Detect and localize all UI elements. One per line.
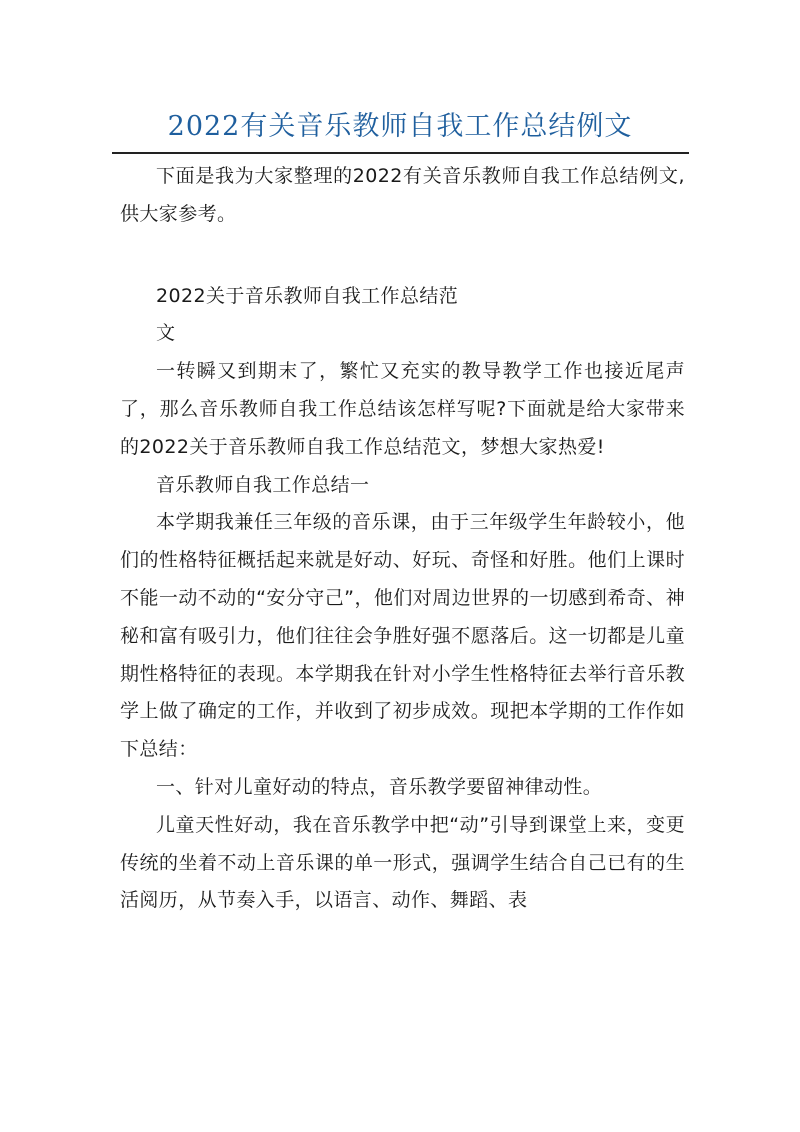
body-paragraph: 儿童天性好动，我在音乐教学中把“动”引导到课堂上来，变更传统的坐着不动上音乐课的单一形式，强调学生结合自己已有的生活阅历，从节奏入手，以语言、动作、舞蹈、表: [120, 813, 685, 912]
section-heading-line-1: 2022关于音乐教师自我工作总结范: [156, 284, 459, 307]
title-divider: [112, 152, 689, 154]
document-title: 2022有关音乐教师自我工作总结例文: [167, 111, 633, 142]
document-body: [120, 158, 685, 920]
section-heading-line-2: 文: [156, 322, 176, 345]
opening-paragraph: 一转瞬又到期末了，繁忙又充实的教导教学工作也接近尾声了，那么音乐教师自我工作总结该怎样写呢?下面就是给大家带来的2022关于音乐教师自我工作总结范文，梦想大家热爱!: [120, 360, 685, 458]
spacer: [120, 234, 685, 278]
point-heading: 一、针对儿童好动的特点，音乐教学要留神律动性。: [156, 775, 603, 798]
subheading-summary-one: 音乐教师自我工作总结一: [156, 473, 370, 496]
intro-paragraph: 下面是我为大家整理的2022有关音乐教师自我工作总结例文,供大家参考。: [120, 165, 685, 225]
body-paragraph: 本学期我兼任三年级的音乐课，由于三年级学生年龄较小，他们的性格特征概括起来就是好动、好玩、奇怪和好胜。他们上课时不能一动不动的“安分守己”，他们对周边世界的一切感到希奇、神秘和富有吸引力，他们往往会争胜好强不愿落后。这一切都是儿童期性格特征的表现。本学期我在针对小学生性格特征去举行音乐教学上做了确定的工作，并收到了初步成效。现把本学期的工作作如下总结：: [120, 511, 685, 761]
